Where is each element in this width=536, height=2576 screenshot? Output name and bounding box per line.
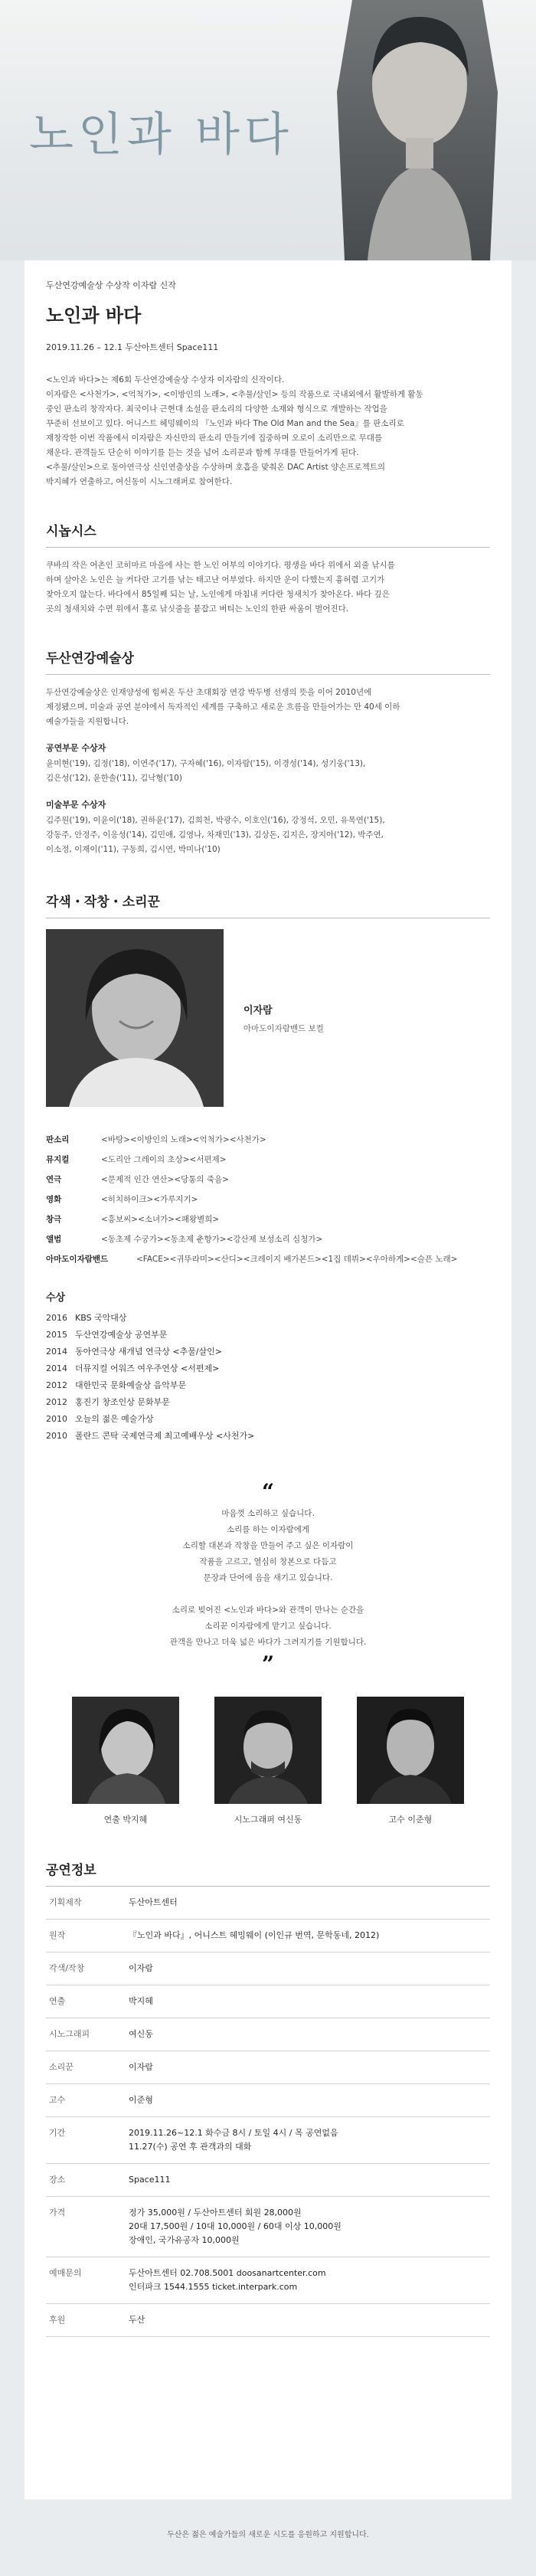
event-subtitle: 두산연강예술상 수상작 이자람 신작 [46,280,176,290]
quote-line: 관객을 만나고 더욱 넓은 바다가 그려지기를 기원합니다. [169,1638,367,1647]
quote-spacer [46,1586,490,1602]
awards-heading: 수상 [46,1292,66,1304]
drummer-photo [357,1697,464,1804]
award-item [46,1394,490,1411]
info-value: 두산아트센터 02.708.5001 doosanartcenter.com [129,2268,326,2278]
artist-profile [46,929,490,1107]
divider [46,674,490,675]
info-key: 연출 [49,1996,66,2006]
award-text: 두산연강예술상 공연부문 [75,1330,168,1340]
info-key: 가격 [49,2208,66,2218]
award-text [46,686,490,729]
performing-winners-heading: 공연부문 수상자 [46,743,106,753]
quote-line: 작품을 고르고, 열심히 창본으로 다듬고 [199,1557,337,1566]
staff-drummer [357,1697,464,1825]
works-list: <바탕><이방인의 노래><억척가><사천가> [101,1135,266,1144]
info-value: 『노인과 바다』, 어니스트 헤밍웨이 (이인규 번역, 문학동네, 2012) [129,1930,380,1940]
award-year: 2014 [46,1347,67,1357]
works-list: <동초제 수궁가><동초제 춘향가><강산제 보성소리 심청가> [101,1235,323,1244]
performing-winners [46,757,490,786]
works-row [46,1209,490,1229]
info-value: 이자람 [129,2062,153,2072]
art-winners [46,813,490,857]
info-row [46,2197,490,2257]
synopsis-line: 하며 살아온 노인은 늘 커다란 고기를 낚는 태고난 어부였다. 하지만 운이 다했는지 흉허렴 고기가 [46,575,385,584]
event-title: 노인과 바다 [46,305,142,326]
works-row [46,1229,490,1249]
info-row [46,2018,490,2051]
works-list: <문제적 인간 연산><당통의 죽음> [101,1175,229,1184]
staff-scenographer [214,1697,322,1825]
synopsis-text [46,558,490,617]
award-text: 대한민국 문화예술상 음악부문 [75,1380,187,1390]
works-row [46,1170,490,1190]
works-row [46,1130,490,1150]
winner-line: 김은성('12), 윤한솔('11), 김낙형('10) [46,774,182,783]
synopsis-line: 곳의 청새치와 수면 위에서 홀로 낚싯줄을 붙잡고 버티는 노인의 한판 싸움이 벌어진다. [46,604,349,614]
award-year: 2010 [46,1431,67,1441]
scenographer-photo [214,1697,322,1804]
event-dateline: 2019.11.26 – 12.1 두산아트센터 Space111 [46,342,219,352]
info-key: 기획제작 [49,1897,82,1907]
section-heading: 각색・작창・소리꾼 [46,895,160,910]
works-category: 판소리 [46,1135,70,1144]
artist-section [46,891,490,1445]
info-value: 인터파크 1544.1555 ticket.interpark.com [129,2282,298,2292]
award-text: KBS 국악대상 [75,1313,127,1323]
intro-line: <추물/살인>으로 동아연극상 신인연출상을 수상하며 호흡을 맞춰온 DAC Artist 양손프로젝트의 [46,463,386,472]
intro-line: 채운다. 관객들도 단순히 이야기를 듣는 것을 넘어 소리꾼과 함께 무대를 만들어가게 된다. [46,448,359,457]
art-winners-heading: 미술부문 수상자 [46,800,106,810]
award-text: 홍진기 창조인상 문화부문 [75,1397,170,1407]
info-row [46,2084,490,2117]
works-category: 연극 [46,1175,62,1184]
works-category: 뮤지컬 [46,1155,70,1164]
winner-line: 윤미현('19), 김정('18), 이연주('17), 구자혜('16), 이자람('15), 이경성('14), 성기웅('13), [46,759,366,768]
award-item [46,1377,490,1394]
info-row [46,2164,490,2197]
quote-line: 문장과 단어에 음을 새기고 있습니다. [203,1573,333,1583]
info-value: Space111 [129,2175,171,2185]
info-row [46,2051,490,2084]
info-key: 예매문의 [49,2268,82,2278]
quote-line: 소리를 하는 이자람에게 [226,1525,310,1534]
hero-banner [0,0,536,260]
info-key: 고수 [49,2095,66,2105]
award-text: 폴란드 콘탁 국제연극제 최고예배우상 <사천가> [75,1431,255,1441]
award-item [46,1344,490,1360]
info-row [46,2257,490,2304]
works-row [46,1249,490,1269]
award-item [46,1411,490,1428]
hero-portrait [322,0,513,260]
info-value: 20대 17,500원 / 10대 10,000원 / 60대 이상 10,000원 [129,2221,342,2231]
award-section [46,647,490,857]
works-list: <히치하이크><가루지기> [101,1195,198,1204]
quote-line: 소리꾼 이자람에게 맡기고 싶습니다. [204,1622,332,1631]
director-photo [72,1697,179,1804]
award-line: 예술가들을 지원합니다. [46,717,129,726]
award-item [46,1310,490,1327]
intro-line: 이자람은 <사천가>, <억척가>, <이방인의 노래>, <추물/살인> 등의 작품으로 국내외에서 활발하게 활동 [46,390,423,399]
award-year: 2012 [46,1397,67,1407]
hero-title: 노인과 바다 [29,108,293,162]
footer-note: 두산은 젊은 예술가들의 새로운 시도를 응원하고 지원합니다. [167,2531,369,2539]
staff-label: 시노그래퍼 여신동 [234,1815,302,1825]
synopsis-section [46,520,490,617]
award-item [46,1327,490,1344]
info-value: 장애인, 국가유공자 10,000원 [129,2235,240,2245]
info-row [46,1985,490,2018]
info-key: 기간 [49,2128,66,2138]
intro-text [46,373,490,489]
info-value: 2019.11.26~12.1 화수금 8시 / 토일 4시 / 목 공연없음 [129,2128,338,2138]
info-value: 두산아트센터 [129,1897,178,1907]
intro-line: 재창작한 이번 작품에서 이자람은 자신만의 판소리 만들기에 집중하며 오로이 소리만으로 무대를 [46,434,383,443]
open-quote-mark: “ [261,1479,275,1504]
info-key: 원작 [49,1930,66,1940]
awards-list [46,1310,490,1445]
works-row [46,1190,490,1209]
award-year: 2014 [46,1363,67,1373]
works-list: <도리안 그레이의 초상><서편제> [101,1155,227,1164]
artist-name: 이자람 [243,1005,273,1016]
artist-works [46,1130,490,1269]
staff-director [72,1697,179,1825]
winner-line: 김주원('19), 이윤이('18), 권하윤('17), 김희천, 박광수, 이호인('16), 강정석, 오민, 유목연('15), [46,816,385,825]
works-row [46,1150,490,1170]
info-value: 여신동 [129,2029,153,2039]
award-item [46,1360,490,1377]
winner-line: 이소정, 이재이('11), 구동희, 김시연, 박미나('10) [46,845,221,854]
divider [46,547,490,548]
award-year: 2016 [46,1313,67,1323]
quote-line: 마음껏 소리하고 싶습니다. [221,1509,315,1518]
works-category: 아마도이자람밴드 [46,1255,109,1264]
award-year: 2015 [46,1330,67,1340]
artist-quote [46,1479,490,1677]
award-item [46,1428,490,1445]
award-text: 더뮤지컬 어워즈 여우주연상 <서편제> [75,1363,220,1373]
synopsis-line: 쿠바의 작은 어촌인 코히마르 마을에 사는 한 노인 어부의 이야기다. 평생을 바다 위에서 외줄 낚시를 [46,561,395,570]
close-quote-mark: ” [261,1651,275,1677]
intro-line: 중인 판소리 창작자다. 최국이나 근현대 소설을 판소리의 다양한 소재와 형식으로 개발하는 작업을 [46,404,387,414]
artist-affiliation: 아마도이자람밴드 보컬 [243,1024,324,1033]
synopsis-line: 찾아오지 않는다. 바다에서 85일째 되는 날, 노인에게 마침내 커다란 청새치가 찾아온다. 바다 깊은 [46,590,390,599]
info-value: 박지혜 [129,1996,153,2006]
award-text: 동아연극상 새개념 연극상 <추물/살인> [75,1347,223,1357]
award-year: 2012 [46,1380,67,1390]
info-value: 이준형 [129,2095,153,2105]
works-category: 창극 [46,1215,62,1224]
info-key: 후원 [49,2315,66,2325]
works-list: <흥보씨><소녀가><패왕별희> [101,1215,220,1224]
staff-row [46,1697,490,1825]
intro-line: 박지혜가 연출하고, 여신동이 시노그래퍼로 참여한다. [46,477,233,486]
quote-line: 소리로 빚어진 <노인과 바다>와 관객이 만나는 순간을 [172,1605,364,1615]
info-row [46,2304,490,2337]
section-heading: 공연정보 [46,1863,96,1878]
works-list: <FACE><귀뚜라미><산디><크레이지 배가본드><1집 데뷔><우아하게><슬픈 노래> [136,1255,458,1264]
info-value: 정가 35,000원 / 두산아트센터 회원 28,000원 [129,2208,302,2218]
award-line: 제정됐으며, 미술과 공연 분야에서 독자적인 세계를 구축하고 새로운 흐름을 만들어가는 만 40세 이하 [46,702,400,712]
works-category: 앨범 [46,1235,62,1244]
intro-line: 꾸준히 선보이고 있다. 어니스트 헤밍웨이의 『노인과 바다 The Old Man and the Sea』를 판소리로 [46,419,404,428]
award-year: 2010 [46,1414,67,1424]
staff-label: 연출 박지혜 [103,1815,148,1825]
artist-photo [46,929,224,1107]
info-key: 장소 [49,2175,66,2185]
intro-line: <노인과 바다>는 제6회 두산연강예술상 수상자 이자람의 신작이다. [46,375,285,385]
staff-label: 고수 이준형 [388,1815,433,1825]
section-heading: 두산연강예술상 [46,651,134,666]
info-row [46,1887,490,1920]
info-value: 11.27(수) 공연 후 관객과의 대화 [129,2142,252,2152]
section-heading: 시놉시스 [46,524,96,539]
info-key: 소리꾼 [49,2062,74,2072]
content-card [25,260,511,2499]
award-text: 오늘의 젊은 예술가상 [75,1414,154,1424]
works-category: 영화 [46,1195,62,1204]
info-row [46,1920,490,1952]
info-key: 각색/작창 [49,1963,85,1973]
info-value: 두산 [129,2315,145,2325]
quote-line: 소리할 대본과 작창을 만들어 주고 싶은 이자람이 [182,1541,354,1550]
performance-info [46,1859,490,2337]
award-line: 두산연강예술상은 인재양성에 힘써온 두산 초대회장 연강 박두병 선생의 뜻을 이어 2010년에 [46,688,372,697]
info-value: 이자람 [129,1963,153,1973]
info-key: 시노그래피 [49,2029,90,2039]
info-row [46,2117,490,2164]
winner-line: 강동주, 안정주, 이응성('14), 김민애, 김영나, 차재민('13), 김상돈, 김지은, 장지아('12), 박주연, [46,830,384,840]
info-row [46,1952,490,1985]
